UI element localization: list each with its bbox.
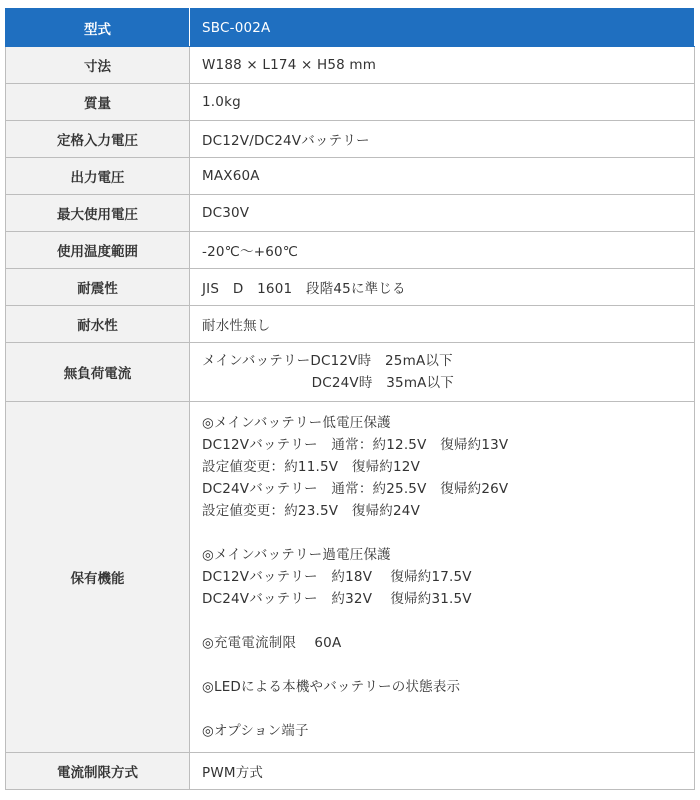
spec-row-current-limit-method bbox=[6, 753, 695, 790]
row-label: 最大使用電圧 bbox=[6, 195, 190, 232]
value-line: 設定値変更：約11.5V 復帰約12V bbox=[202, 459, 421, 475]
model-label: 型式 bbox=[6, 9, 190, 47]
row-value: W188 × L174 × H58 mm bbox=[190, 47, 695, 84]
spec-row-no-load-current bbox=[6, 343, 695, 402]
row-label: 耐水性 bbox=[6, 306, 190, 343]
value-line: ◎充電電流制限 60A bbox=[202, 635, 342, 651]
row-label: 寸法 bbox=[6, 47, 190, 84]
row-label: 耐震性 bbox=[6, 269, 190, 306]
spec-row-rated-input-voltage bbox=[6, 121, 695, 158]
value-line: ◎オプション端子 bbox=[202, 723, 309, 739]
value-line: DC12Vバッテリー 約18V 復帰約17.5V bbox=[202, 569, 472, 585]
row-value: 1.0kg bbox=[190, 84, 695, 121]
row-label: 電流制限方式 bbox=[6, 753, 190, 790]
value-line: DC24Vバッテリー 約32V 復帰約31.5V bbox=[202, 591, 472, 607]
row-label: 使用温度範囲 bbox=[6, 232, 190, 269]
spec-row-mass bbox=[6, 84, 695, 121]
spec-header-row bbox=[6, 9, 695, 47]
row-value: MAX60A bbox=[190, 158, 695, 195]
row-value: DC30V bbox=[190, 195, 695, 232]
blank-line bbox=[202, 522, 694, 544]
value-line: ◎LEDによる本機やバッテリーの状態表示 bbox=[202, 679, 461, 695]
blank-line bbox=[202, 654, 694, 676]
spec-row-vibration-resistance bbox=[6, 269, 695, 306]
value-line: DC24V時 35mA以下 bbox=[202, 375, 454, 391]
row-value: PWM方式 bbox=[190, 753, 695, 790]
row-label: 出力電圧 bbox=[6, 158, 190, 195]
row-label: 無負荷電流 bbox=[6, 343, 190, 402]
blank-line bbox=[202, 610, 694, 632]
row-label: 保有機能 bbox=[6, 402, 190, 753]
value-line: ◎メインバッテリー低電圧保護 bbox=[202, 415, 391, 431]
row-value: DC12V/DC24Vバッテリー bbox=[190, 121, 695, 158]
row-value: JIS D 1601 段階45に準じる bbox=[190, 269, 695, 306]
row-value: 耐水性無し bbox=[190, 306, 695, 343]
model-value: SBC-002A bbox=[190, 9, 695, 47]
value-line: DC12Vバッテリー 通常：約12.5V 復帰約13V bbox=[202, 437, 509, 453]
row-value bbox=[190, 402, 695, 753]
spec-row-max-voltage bbox=[6, 195, 695, 232]
spec-row-dimensions bbox=[6, 47, 695, 84]
row-label: 定格入力電圧 bbox=[6, 121, 190, 158]
spec-table bbox=[5, 8, 695, 790]
value-line: 設定値変更：約23.5V 復帰約24V bbox=[202, 503, 421, 519]
spec-row-features bbox=[6, 402, 695, 753]
blank-line bbox=[202, 698, 694, 720]
spec-row-output bbox=[6, 158, 695, 195]
spec-row-temperature-range bbox=[6, 232, 695, 269]
value-line: ◎メインバッテリー過電圧保護 bbox=[202, 547, 391, 563]
row-value bbox=[190, 343, 695, 402]
spec-row-water-resistance bbox=[6, 306, 695, 343]
value-line: DC24Vバッテリー 通常：約25.5V 復帰約26V bbox=[202, 481, 509, 497]
row-value: -20℃～+60℃ bbox=[190, 232, 695, 269]
row-label: 質量 bbox=[6, 84, 190, 121]
value-line: メインバッテリーDC12V時 25mA以下 bbox=[202, 353, 453, 369]
